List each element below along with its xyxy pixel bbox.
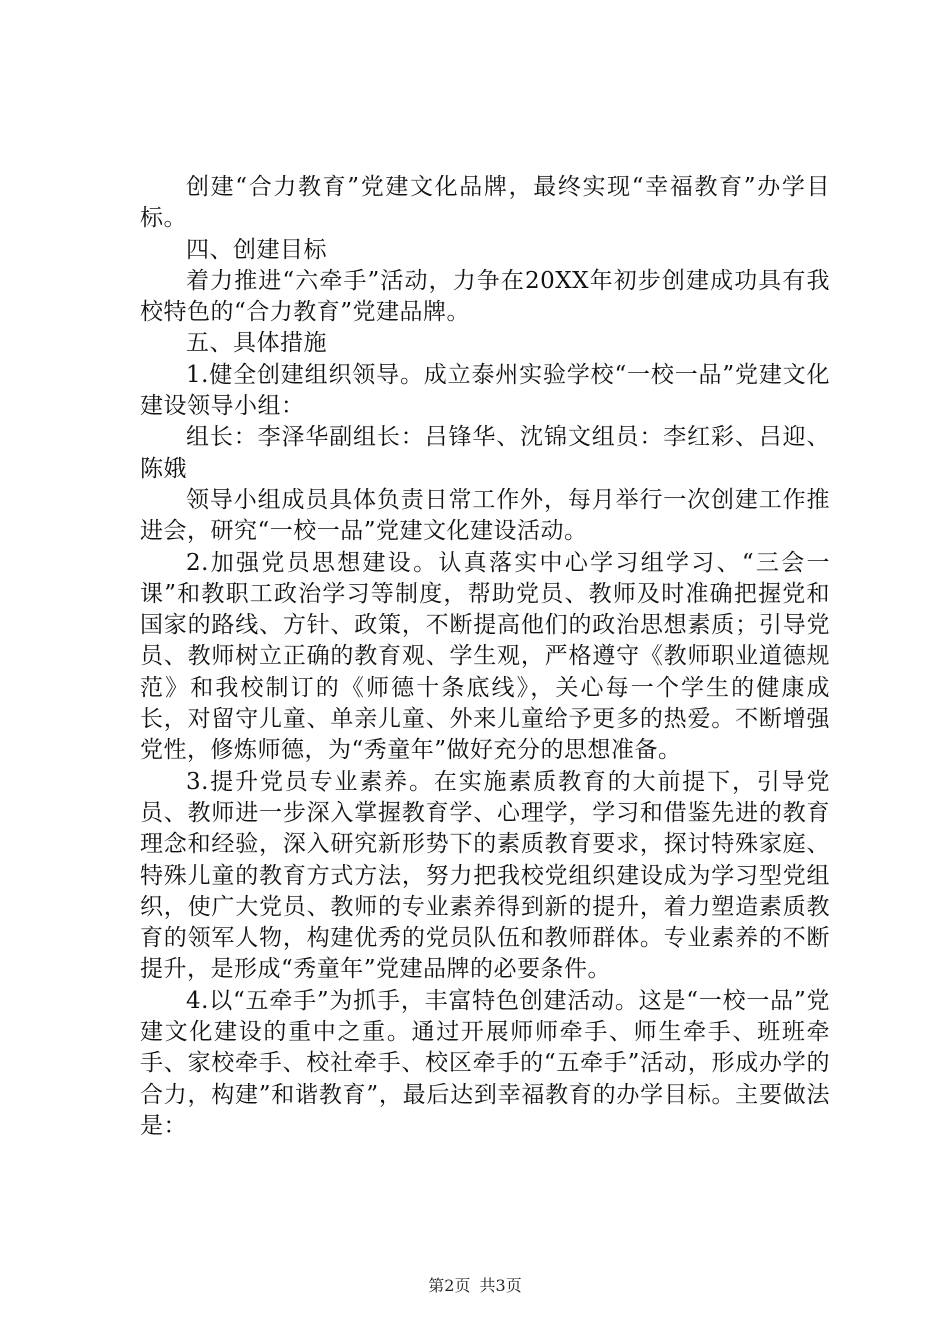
heading-section-5: 五、具体措施 [186,330,327,357]
page-total: 共3页 [479,1276,522,1295]
paragraph-measure-4: 4.以“五牵手”为抓手，丰富特色创建活动。这是“一校一品”党建文化建设的重中之重。通过开展师师牵手、师生牵手、班班牵手、家校牵手、校社牵手、校区牵手的“五牵手”活动，形成办学的合力，构建”和谐教育”，最后达到幸福教育的办学目标。主要做法是： [140,987,830,1139]
paragraph-measure-1: 1.健全创建组织领导。成立泰州实验学校“一校一品”党建文化建设领导小组： [140,361,830,420]
paragraph-brand-goal: 创建“合力教育”党建文化品牌，最终实现“幸福教育”办学目标。 [140,174,830,232]
paragraph-target: 着力推进“六牵手”活动，力争在20XX年初步创建成功具有我校特色的“合力教育”党建品牌。 [140,267,830,326]
paragraph-measure-3: 3.提升党员专业素养。在实施素质教育的大前提下，引导党员、教师进一步深入掌握教育学、心理学，学习和借鉴先进的教育理念和经验，深入研究新形势下的素质教育要求，探讨特殊家庭、特殊儿童的教育方式方法，努力把我校党组织建设成为学习型党组织，使广大党员、教师的专业素养得到新的提升，着力塑造素质教育的领军人物，构建优秀的党员队伍和教师群体。专业素养的不断提升，是形成“秀童年”党建品牌的必要条件。 [140,768,830,983]
heading-section-4: 四、创建目标 [186,236,327,263]
page-number: 第2页 [428,1276,471,1295]
document-body [140,172,830,1142]
paragraph-leadership-duties: 领导小组成员具体负责日常工作外，每月举行一次创建工作推进会，研究“一校一品”党建文化建设活动。 [140,486,830,545]
page-footer [0,1273,950,1296]
paragraph-measure-2: 2.加强党员思想建设。认真落实中心学习组学习、“三会一课”和教职工政治学习等制度，帮助党员、教师及时准确把握党和国家的路线、方针、政策，不断提高他们的政治思想素质；引导党员、教师树立正确的教育观、学生观，严格遵守《教师职业道德规范》和我校制订的《师德十条底线》，关心每一个学生的健康成长，对留守儿童、单亲儿童、外来儿童给予更多的热爱。不断增强党性，修炼师德，为“秀童年”做好充分的思想准备。 [140,549,830,764]
paragraph-leadership-members: 组长：李泽华副组长：吕锋华、沈锦文组员：李红彩、吕迎、陈娥 [140,424,830,482]
